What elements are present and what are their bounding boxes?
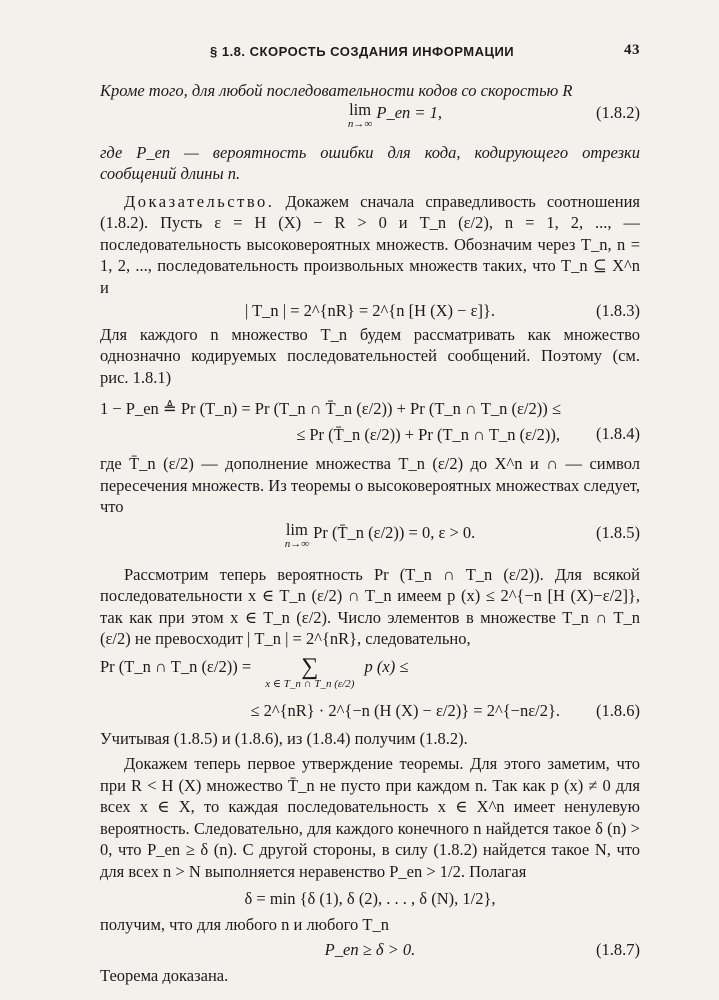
theorem-line: где P_en — вероятность ошибки для кода, кодирующего отрезки сообщений длины n. [100,142,640,183]
equation-number: (1.8.5) [596,522,640,542]
page [100,40,640,986]
equation-1-8-6 [100,653,640,724]
paragraph: получим, что для любого n и любого T_n [100,914,389,934]
running-header [100,40,640,66]
proof-paragraph [100,191,640,299]
equation-body: P_en ≥ δ > 0. [324,940,416,959]
equation-lhs: Pr (T_n ∩ T_n (ε/2)) = [100,656,252,676]
proof-heading: Доказательство. [124,191,275,211]
equation-1-8-4 [100,398,640,445]
paragraph: Докажем теперь первое утверждение теоремы. Для этого заметим, что при R < H (X) множество T̄_n не пусто при каждом n. Так как p (x) ≠ 0 для всех x ∈ X, то каждая последовательность x ∈ X^n имеет ненулевую вероятность. Следовательно, для каждого конечного n найдется такое δ (n) > 0, что P_en ≥ δ (n). С другой стороны, в силу (1.8.2) найдется такое N, что для всех n > N выполняется неравенство P_en > 1/2. Полагая [100,754,640,881]
equation-1-8-3 [100,300,640,322]
limit-operator: lim n→∞ [347,99,373,130]
proof-end: Теорема доказана. [100,965,229,985]
limit-operator: lim n→∞ [284,519,310,550]
equation-number: (1.8.7) [596,940,640,959]
paragraph-text: Докажем сначала справедливость соотношения (1.8.2). Пусть ε = H (X) − R > 0 и T_n (ε/2), n = 1, 2, ..., — последовательность высоковероятных множеств. Обозначим через T_n, n = 1, 2, ..., последовательность произвольных множеств таких, что T_n ⊆ X^n и [100,191,640,297]
equation-line: 1 − P_en ≜ Pr (T_n) = Pr (T_n ∩ T̄_n (ε/2)) + Pr (T_n ∩ T_n (ε/2)) ≤ [100,399,561,418]
equation-body: | T_n | = 2^{nR} = 2^{n [H (X) − ε]}. [244,301,496,320]
equation-number: (1.8.2) [596,102,640,122]
paragraph: Рассмотрим теперь вероятность Pr (T_n ∩ T_n (ε/2)). Для всякой последовательности x ∈ T_n (ε/2) ∩ T_n имеем p (x) ≤ 2^{−n [H (X)−ε/2]}, так как при этом x ∈ T_n (ε/2). Число элементов в множестве T_n ∩ T_n (ε/2) не превосходит | T_n | = 2^{nR}, следовательно, [100,564,640,648]
equation-number: (1.8.6) [596,700,640,720]
equation-1-8-2 [100,99,640,142]
equation-line: ≤ Pr (T̄_n (ε/2)) + Pr (T_n ∩ T_n (ε/2)), [296,424,560,444]
paragraph: где T̄_n (ε/2) — дополнение множества T_n (ε/2) до X^n и ∩ — символ пересечения множеств. Из теоремы о высоковероятных множествах следует, что [100,454,640,516]
equation-body: δ = min {δ (1), δ (2), . . . , δ (N), 1/2}, [244,889,496,908]
theorem-line: Кроме того, для любой последовательности кодов со скоростью R [100,81,573,100]
equation-number: (1.8.3) [596,301,640,320]
section-title: § 1.8. СКОРОСТЬ СОЗДАНИЯ ИНФОРМАЦИИ [210,44,515,59]
equation-number: (1.8.4) [596,424,640,443]
equation-rhs: p (x) ≤ [364,656,409,676]
equation-delta [100,888,640,910]
paragraph: Учитывая (1.8.5) и (1.8.6), из (1.8.4) получим (1.8.2). [100,728,468,748]
page-number: 43 [624,42,640,58]
equation-body: Pr (T̄_n (ε/2)) = 0, ε > 0. [313,522,476,542]
paragraph: Для каждого n множество T_n будем рассматривать как множество однозначно кодируемых последовательностей сообщений. Поэтому (см. рис. 1.8.1) [100,324,640,387]
equation-1-8-5 [100,519,640,562]
sum-operator: ∑ x ∈ T_n ∩ T_n (ε/2) [265,653,355,690]
equation-line: ≤ 2^{nR} · 2^{−n (H (X) − ε/2)} = 2^{−nε/2}. [250,700,560,720]
equation-body: P_en = 1, [376,102,443,122]
equation-1-8-7 [100,939,640,961]
